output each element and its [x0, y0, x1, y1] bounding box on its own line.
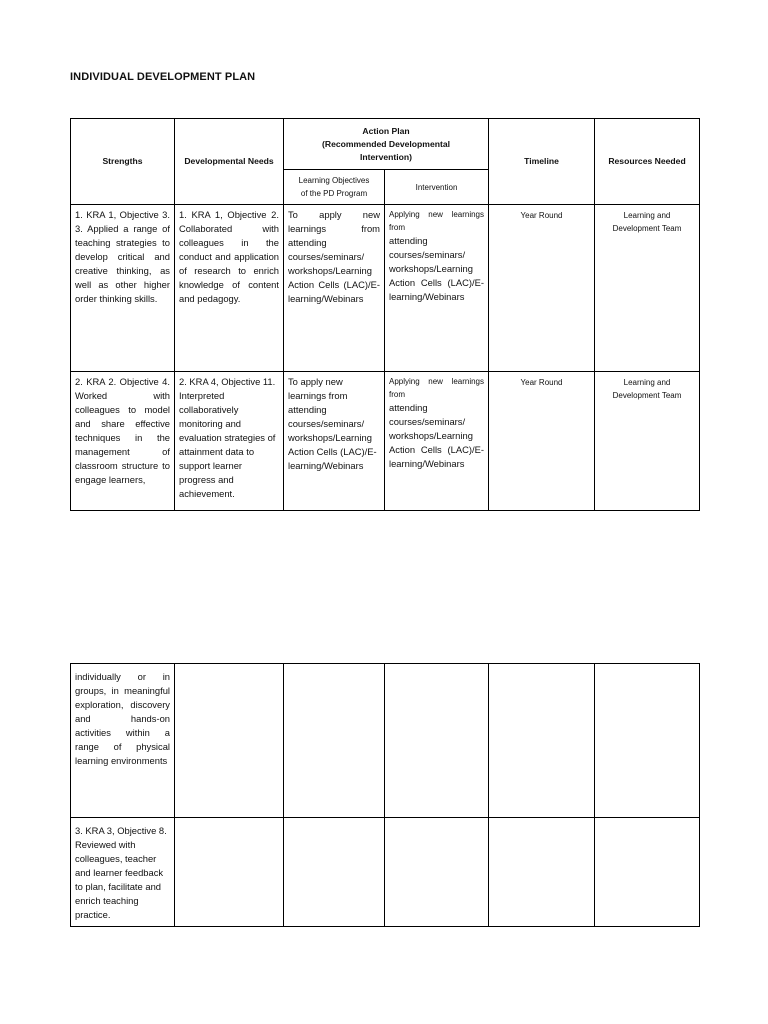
strength-cell: individually or in groups, in meaningful exploration, discovery and hands-on activities within a range of physical learning environments — [71, 664, 175, 818]
header-strengths: Strengths — [71, 119, 175, 205]
header-resources: Resources Needed — [595, 119, 700, 205]
empty-cell — [489, 664, 595, 818]
strength-cell: 2. KRA 2. Objective 4. Worked with colleagues to model and share effective techniques in the management of classroom structure to engage learners, — [71, 372, 175, 511]
empty-cell — [284, 664, 385, 818]
idp-table — [70, 118, 700, 511]
table-row — [71, 205, 700, 372]
need-cell: 1. KRA 1, Objective 2. Collaborated with colleagues in the conduct and application of research to enrich knowledge of content and pedagogy. — [175, 205, 284, 372]
need-cell: 2. KRA 4, Objective 11. Interpreted collaboratively monitoring and evaluation strategies of attainment data to support learner progress and achievement. — [175, 372, 284, 511]
intervention-text-b: attending courses/seminars/ workshops/Learning Action Cells (LAC)/E-learning/Webinars — [389, 235, 485, 302]
intervention-cell — [385, 372, 489, 511]
intervention-text-a: Applying new learnings from — [389, 210, 485, 232]
table-row — [71, 372, 700, 511]
header-learning-objectives: Learning Objectives of the PD Program — [284, 170, 385, 205]
table-row — [71, 664, 700, 818]
header-action-plan: Action Plan (Recommended Developmental Intervention) — [284, 119, 489, 170]
timeline-cell: Year Round — [489, 372, 595, 511]
header-intervention: Intervention — [385, 170, 489, 205]
objective-cell: To apply new learnings from attending courses/seminars/ workshops/Learning Action Cells (LAC)/E-learning/Webinars — [284, 372, 385, 511]
intervention-text-a: Applying new learnings from — [389, 377, 485, 399]
resources-cell: Learning and Development Team — [595, 205, 700, 372]
timeline-cell: Year Round — [489, 205, 595, 372]
empty-cell — [175, 664, 284, 818]
strength-cell: 1. KRA 1, Objective 3. 3. Applied a range of teaching strategies to develop critical and creative thinking, as well as other higher order thinking skills. — [71, 205, 175, 372]
empty-cell — [595, 664, 700, 818]
page-title: INDIVIDUAL DEVELOPMENT PLAN — [70, 71, 256, 83]
empty-cell — [175, 818, 284, 927]
objective-cell: To apply new learnings from attending courses/seminars/ workshops/Learning Action Cells (LAC)/E-learning/Webinars — [284, 205, 385, 372]
empty-cell — [385, 818, 489, 927]
empty-cell — [489, 818, 595, 927]
intervention-cell — [385, 205, 489, 372]
idp-table-continued — [70, 663, 700, 927]
resources-cell: Learning and Development Team — [595, 372, 700, 511]
strength-cell: 3. KRA 3, Objective 8. Reviewed with colleagues, teacher and learner feedback to plan, facilitate and enrich teaching practice. — [71, 818, 175, 927]
empty-cell — [284, 818, 385, 927]
header-timeline: Timeline — [489, 119, 595, 205]
header-developmental-needs: Developmental Needs — [175, 119, 284, 205]
empty-cell — [385, 664, 489, 818]
intervention-text-b: attending courses/seminars/ workshops/Learning Action Cells (LAC)/E-learning/Webinars — [389, 402, 485, 469]
empty-cell — [595, 818, 700, 927]
table-row — [71, 818, 700, 927]
